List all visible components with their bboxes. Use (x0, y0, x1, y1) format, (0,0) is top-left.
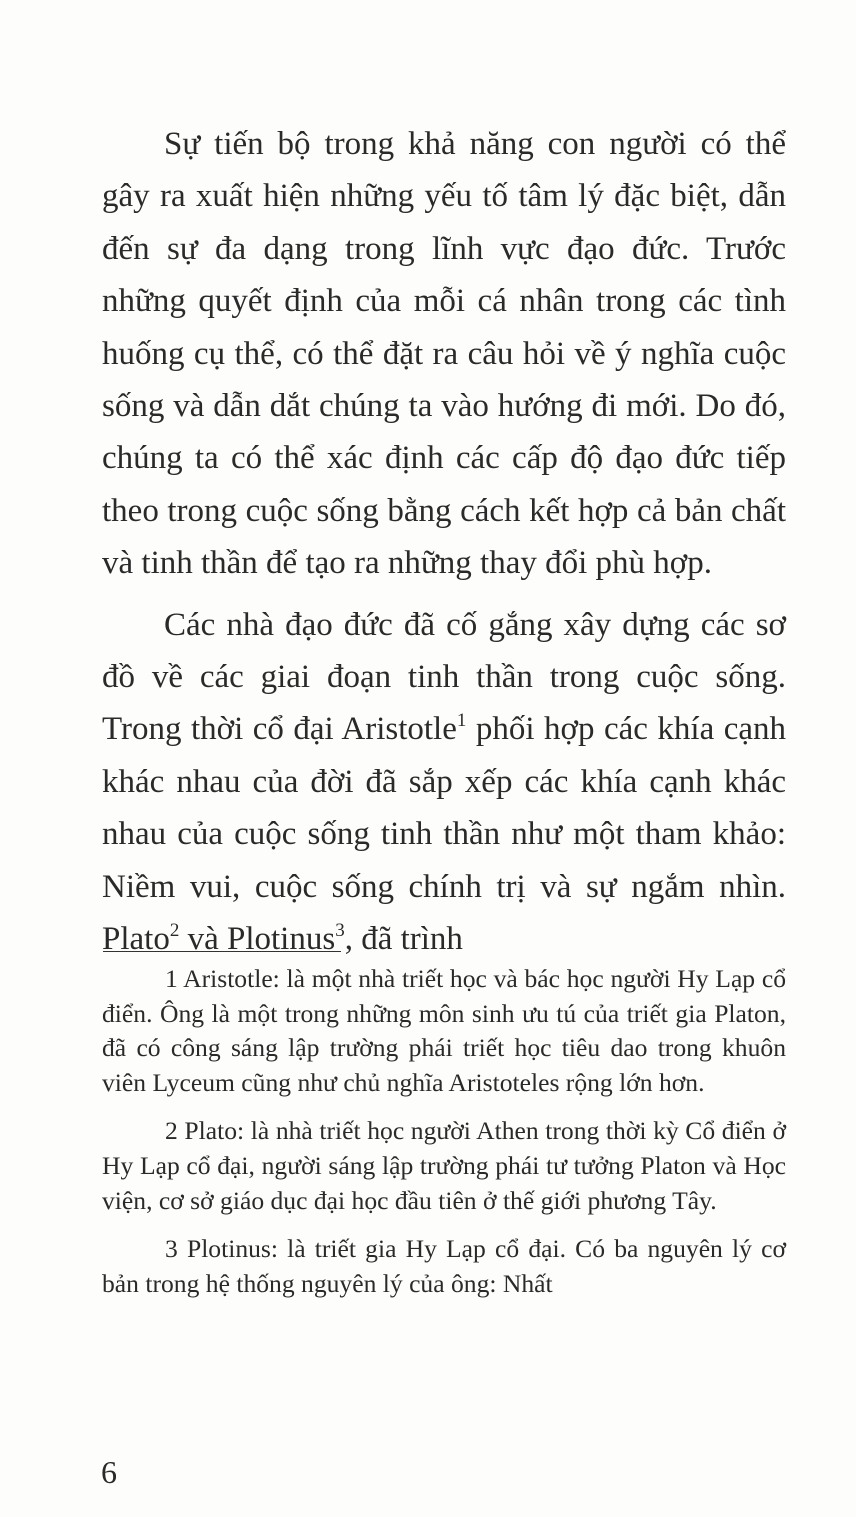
footnote-2: 2 Plato: là nhà triết học người Athen trong thời kỳ Cổ điển ở Hy Lạp cổ đại, người sáng lập trường phái tư tưởng Platon và Học viện, cơ sở giáo dục đại học đầu tiên ở thế giới phương Tây. (102, 1116, 786, 1215)
page-number: 6 (101, 1454, 117, 1490)
paragraph-2-text-2: phối hợp các khía cạnh khác nhau của đời đã sắp xếp các khía cạnh khác nhau của cuộc sống tinh thần như một tham khảo: Niềm vui, cuộc sống chính trị và sự ngắm nhìn. Plato (102, 711, 787, 958)
footnotes (102, 962, 786, 1301)
footnote-separator (103, 951, 341, 952)
paragraph-2-text-4: , đã trình (344, 921, 463, 958)
paragraph-2 (102, 599, 786, 966)
footnote-ref-2: 2 (169, 920, 180, 942)
footnote-1: 1 Aristotle: là một nhà triết học và bác học người Hy Lạp cổ điển. Ông là một trong những môn sinh ưu tú của triết gia Platon, đã có công sáng lập trường phái triết học tiêu dao trong khuôn viên Lyceum cũng như chủ nghĩa Aristoteles rộng lớn hơn. (102, 964, 786, 1097)
paragraph-2-text-3: và Plotinus (179, 921, 336, 958)
footnote-ref-1: 1 (456, 710, 467, 732)
paragraph-1: Sự tiến bộ trong khả năng con người có thể gây ra xuất hiện những yếu tố tâm lý đặc biệt, dẫn đến sự đa dạng trong lĩnh vực đạo đức. Trước những quyết định của mỗi cá nhân trong các tình huống cụ thể, có thể đặt ra câu hỏi về ý nghĩa cuộc sống và dẫn dắt chúng ta vào hướng đi mới. Do đó, chúng ta có thể xác định các cấp độ đạo đức tiếp theo trong cuộc sống bằng cách kết hợp cả bản chất và tinh thần để tạo ra những thay đổi phù hợp. (102, 126, 786, 582)
footnote-3: 3 Plotinus: là triết gia Hy Lạp cổ đại. Có ba nguyên lý cơ bản trong hệ thống nguyên lý của ông: Nhất (102, 1234, 786, 1298)
main-text (102, 118, 786, 966)
footnote-ref-3: 3 (335, 920, 345, 942)
paragraph-2-text-1: Các nhà đạo đức đã cố gắng xây dựng các sơ đồ về các giai đoạn tinh thần trong cuộc sống. Trong thời cổ đại Aristotle (102, 606, 786, 748)
